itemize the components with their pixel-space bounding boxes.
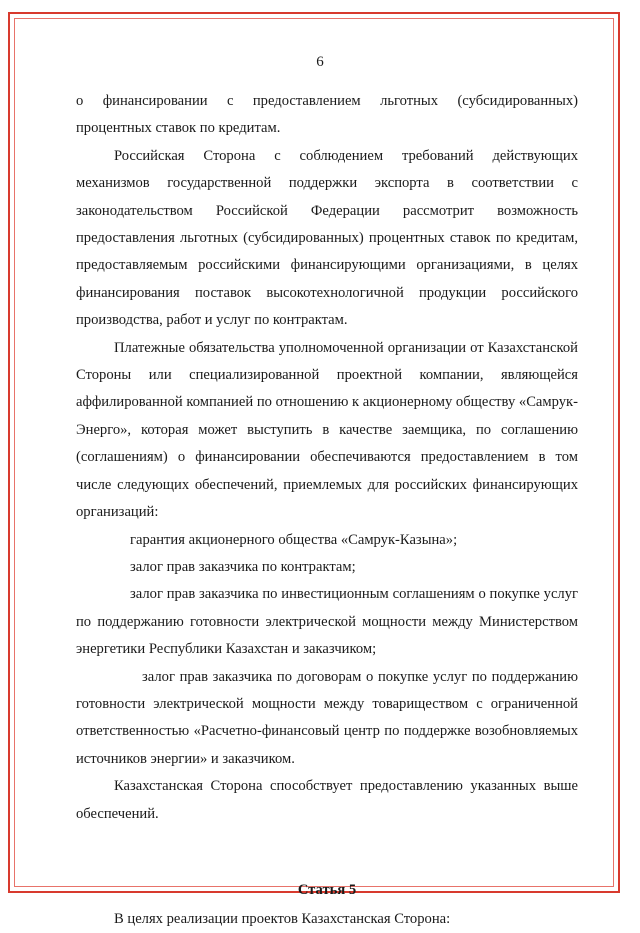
list-item-investment-pledge: залог прав заказчика по инвестиционным соглашениям о покупке услуг по поддержанию готовности электрической мощности между Министерством энергетики Республики Казахстан и заказчиком; — [76, 586, 578, 658]
article-heading: Статья 5 — [297, 881, 357, 898]
paragraph-continuation: о финансировании с предоставлением льготных (субсидированных) процентных ставок по кредитам. — [76, 93, 578, 137]
document-body — [76, 88, 578, 933]
paragraph-russian-side: Российская Сторона с соблюдением требований действующих механизмов государственной поддержки экспорта в соответствии с законодательством Российской Федерации рассмотрит возможность предоставления льготных (субсидированных) процентных ставок по кредитам, предоставляемым российскими финансирующими организациями, в целях финансирования поставок высокотехнологичной продукции российского производства, работ и услуг по контрактам. — [76, 147, 578, 329]
article-intro: В целях реализации проектов Казахстанская Сторона: — [114, 910, 451, 927]
page-number: 6 — [316, 54, 324, 70]
list-item-agreement-pledge: залог прав заказчика по договорам о покупке услуг по поддержанию готовности электрической мощности между товариществом с ограниченной ответственностью «Расчетно-финансовый центр по поддержке возобновляемых источников энергии» и заказчиком. — [76, 668, 578, 767]
list-item-contract-pledge: залог прав заказчика по контрактам; — [130, 558, 356, 575]
paragraph-kazakh-side: Казахстанская Сторона способствует предоставлению указанных выше обеспечений. — [76, 778, 578, 822]
list-item-guarantee: гарантия акционерного общества «Самрук-Казына»; — [130, 531, 458, 548]
paragraph-payment-obligations: Платежные обязательства уполномоченной организации от Казахстанской Стороны или специализированной проектной компании, являющейся аффилированной компанией по отношению к акционерному обществу «Самрук-Энерго», которая может выступить в качестве заемщика, по соглашению (соглашениям) о финансировании обеспечиваются предоставлением в том числе следующих обеспечений, приемлемых для российских финансирующих организаций: — [76, 339, 578, 521]
